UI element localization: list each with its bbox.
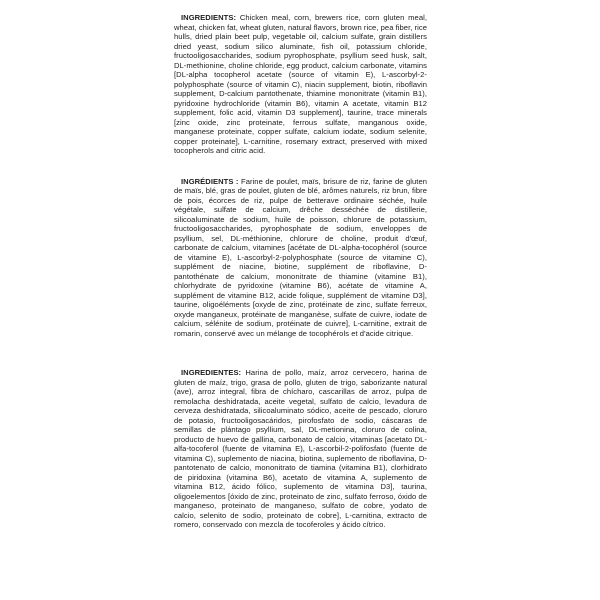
ingredients-section-french [174, 177, 427, 339]
section-heading-french: INGRÉDIENTS : [181, 176, 239, 186]
ingredients-section-spanish [174, 368, 427, 530]
section-heading-spanish: INGREDIENTES: [181, 368, 242, 377]
ingredients-section-english [174, 13, 427, 156]
section-heading-english: INGREDIENTS: [181, 13, 237, 22]
section-body-french: Farine de poulet, maïs, brisure de riz, farine de gluten de maïs, blé, gras de poulet, gluten de blé, arômes naturels, riz brun, fibre de pois, écorces de riz, pulpe de betterave ordinaire séchée, huile végétale, sulfate de calcium, drêche desséchée de distillerie, silicoaluminate de sodium, huile de poisson, chlorure de potassium, fructooligosaccharides, pyrophosphate de sodium, enveloppes de psyllium, sel, DL-méthionine, chlorure de choline, produit d'œuf, carbonate de calcium, vitamines [acétate de DL-alpha-tocophérol (source de vitamine E), L-ascorbyl-2-polyphosphate (source de vitamine C), supplément de niacine, biotine, supplément de riboflavine, D-pantothénate de calcium, mononitrate de thiamine (vitamine B1), chlorhydrate de pyridoxine (vitamine B6), acétate de vitamine A, supplément de vitamine B12, acide folique, supplément de vitamine D3], taurine, oligoéléments [oxyde de zinc, protéinate de zinc, sulfate ferreux, oxyde manganeux, protéinate de manganèse, sulfate de cuivre, iodate de calcium, sélénite de sodium, protéinate de cuivre], L-carnitine, extrait de romarin, conservé avec un mélange de tocophérols et d'acide citrique. [174, 176, 427, 338]
section-body-english: Chicken meal, corn, brewers rice, corn gluten meal, wheat, chicken fat, wheat gluten, natural flavors, brown rice, pea fiber, rice hulls, dried plain beet pulp, vegetable oil, calcium sulfate, grain distillers dried yeast, sodium silico aluminate, fish oil, potassium chloride, fructooligosaccharides, sodium pyrophosphate, psyllium seed husk, salt, DL-methionine, choline chloride, egg product, calcium carbonate, vitamins [DL-alpha tocopherol acetate (source of vitamin E), L-ascorbyl-2-polyphosphate (source of vitamin C), niacin supplement, biotin, riboflavin supplement, D-calcium pantothenate, thiamine mononitrate (vitamin B1), pyridoxine hydrochloride (vitamin B6), vitamin A acetate, vitamin B12 supplement, folic acid, vitamin D3 supplement], taurine, trace minerals [zinc oxide, zinc proteinate, ferrous sulfate, manganous oxide, manganese proteinate, copper sulfate, calcium iodate, sodium selenite, copper proteinate], L-carnitine, rosemary extract, preserved with mixed tocopherols and citric acid. [174, 13, 427, 155]
ingredients-label [174, 13, 427, 530]
section-body-spanish: Harina de pollo, maíz, arroz cervecero, harina de gluten de maíz, trigo, grasa de pollo, gluten de trigo, saborizante natural (ave), arroz integral, fibra de chícharo, cascarillas de arroz, pulpa de remolacha deshidratada, aceite vegetal, sulfato de calcio, levadura de cerveza deshidratada, silicoaluminato sódico, aceite de pescado, cloruro de potasio, fructooligosacáridos, pirofosfato de sodio, cáscaras de semillas de plántago psyllium, sal, DL-metionina, cloruro de colina, producto de huevo de gallina, carbonato de calcio, vitaminas [acetato DL-alfa-tocoferol (fuente de vitamina E), L-ascorbil-2-polifosfato (fuente de vitamina C), suplemento de niacina, biotina, suplemento de riboflavina, D-pantotenato de calcio, mononitrato de tiamina (vitamina B1), clorhidrato de piridoxina (vitamina B6), acetato de vitamina A, suplemento de vitamina B12, ácido fólico, suplemento de vitamina D3], taurina, oligoelementos [óxido de zinc, proteinato de zinc, sulfato ferroso, óxido de manganeso, proteinato de manganeso, sulfato de cobre, yodato de calcio, selenito de sodio, proteinato de cobre], L-carnitina, extracto de romero, conservado con mezcla de tocoferoles y ácido cítrico. [174, 368, 427, 529]
